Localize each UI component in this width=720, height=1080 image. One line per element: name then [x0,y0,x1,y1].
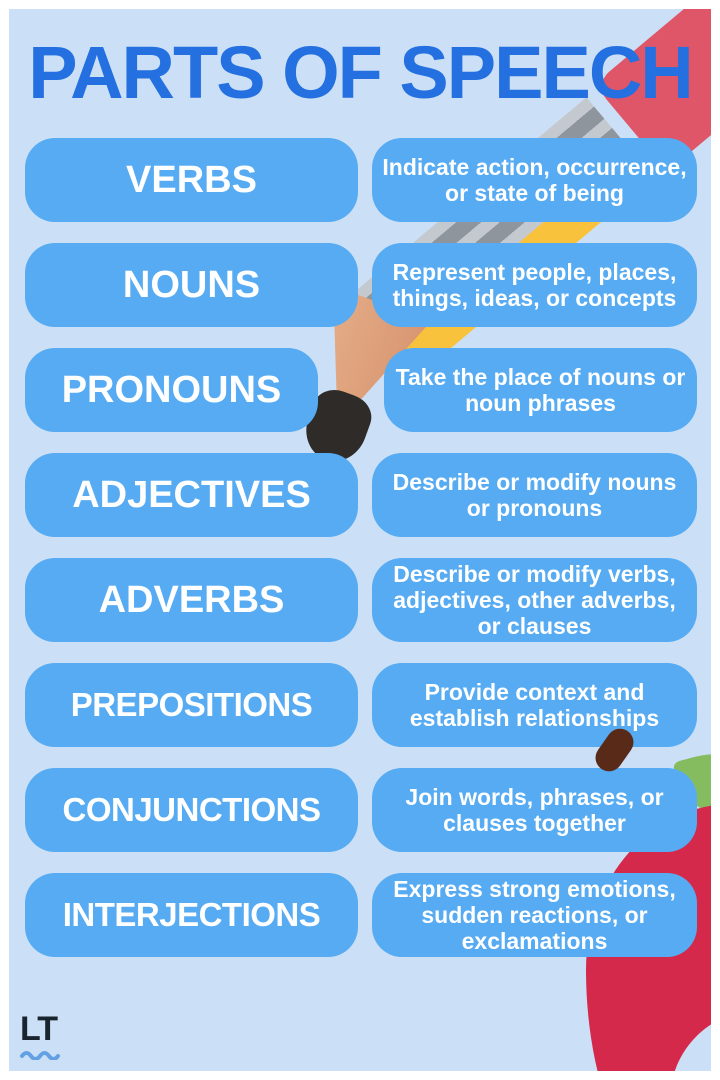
definition-pill [372,663,697,747]
row-adjectives [0,453,720,537]
definition-pill [372,873,697,957]
term-pill [25,243,358,327]
definition-pill [372,558,697,642]
definition-pill [372,243,697,327]
logo-text: LT [20,1010,58,1048]
row-interjections [0,873,720,957]
term-label: CONJUNCTIONS [62,791,321,828]
term-label: INTERJECTIONS [62,896,321,933]
term-label: PREPOSITIONS [70,686,313,723]
definition-text: Express strong emotions, sudden reactions, or exclamations [393,876,676,954]
definition-pill [372,768,697,852]
definition-pill [372,138,697,222]
definition-text: Join words, phrases, or clauses together [405,784,664,836]
definition-text: Indicate action, occurrence, or state of being [382,154,687,206]
term-pill [25,768,358,852]
definition-text: Provide context and establish relationships [409,679,660,731]
definition-pill [384,348,697,432]
languagetool-logo [20,1012,62,1060]
definition-text: Take the place of nouns or noun phrases [395,364,686,416]
term-pill [25,558,358,642]
row-verbs [0,138,720,222]
definition-text: Represent people, places, things, ideas, or concepts [392,259,677,311]
term-label: ADVERBS [98,578,285,621]
term-label: NOUNS [122,263,261,306]
term-label: ADJECTIVES [72,473,311,516]
definition-text: Describe or modify verbs, adjectives, other adverbs, or clauses [393,561,676,639]
row-adverbs [0,558,720,642]
term-pill [25,453,358,537]
term-pill [25,348,318,432]
term-label: PRONOUNS [61,368,282,411]
term-pill [25,873,358,957]
logo-wave-icon [20,1048,62,1060]
row-nouns [0,243,720,327]
definition-pill [372,453,697,537]
term-pill [25,138,358,222]
row-pronouns [0,348,720,432]
term-pill [25,663,358,747]
row-conjunctions [0,768,720,852]
page-title: PARTS OF SPEECH [28,31,692,114]
definition-text: Describe or modify nouns or pronouns [392,469,677,521]
term-label: VERBS [126,158,257,201]
